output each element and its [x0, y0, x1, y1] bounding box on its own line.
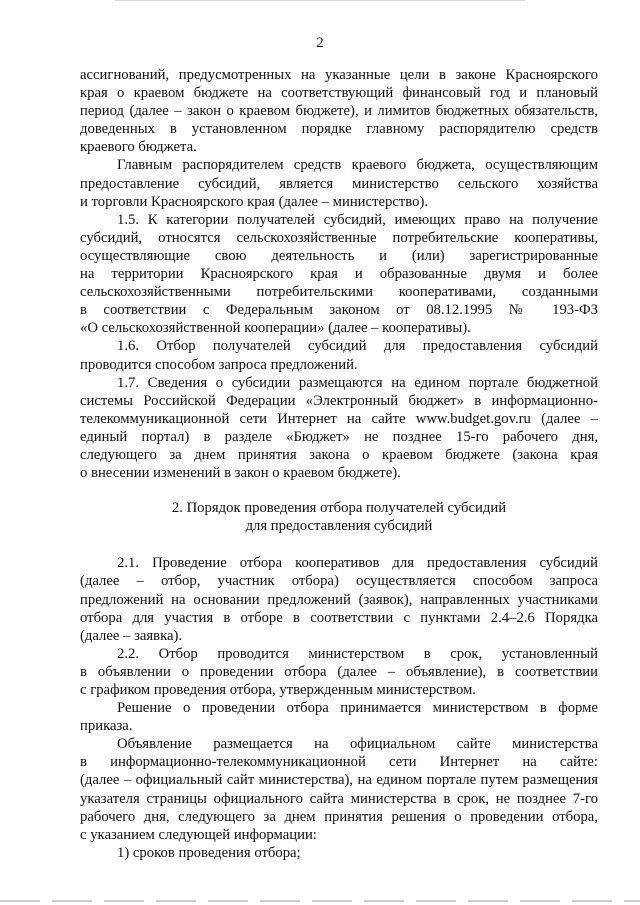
text-line: Решение о проведении отбора принимается министерством в форме: [117, 700, 598, 717]
text-line: рабочего дня, следующего за днем принятия решения о проведении отбора,: [80, 808, 598, 825]
text-line: края о краевом бюджете на соответствующий финансовый год и плановый: [80, 85, 598, 102]
text-line: осуществляющие свою деятельность и (или) зарегистрированные: [80, 247, 598, 264]
text-line: Объявление размещается на официальном сайте министерства: [117, 736, 598, 753]
text-line: единый портал) в разделе «Бюджет» не позднее 15-го рабочего дня,: [80, 428, 598, 445]
text-line: и торговли Красноярского края (далее – министерство).: [80, 193, 429, 210]
text-line: 1.6. Отбор получателей субсидий для предоставления субсидий: [117, 338, 598, 355]
text-line: (далее – заявка).: [80, 627, 183, 644]
text-line: период (далее – закон о краевом бюджете), и лимитов бюджетных обязательств,: [80, 103, 598, 120]
text-line: указателя страницы официального сайта министерства в срок, не позднее 7-го: [80, 790, 598, 807]
text-line: в информационно-телекоммуникационной сети Интернет на сайте:: [80, 754, 598, 771]
text-line: в соответствии с Федеральным законом от 08.12.1995 № 193-ФЗ: [80, 302, 598, 319]
text-line: проводится способом запроса предложений.: [80, 356, 358, 373]
text-line: 1) сроков проведения отбора;: [117, 844, 301, 861]
text-line: «О сельскохозяйственной кооперации» (далее – кооперативы).: [80, 320, 471, 337]
text-line: (далее – официальный сайт министерства), на едином портале путем размещения: [80, 772, 598, 789]
page-number: 2: [316, 35, 324, 51]
text-line: отбора для участия в отборе в соответствии с пунктами 2.4–2.6 Порядка: [80, 609, 598, 626]
text-line: о внесении изменений в закон о краевом бюджете).: [80, 465, 401, 482]
text-line: предложений на основании предложений (заявок), направленных участниками: [80, 591, 598, 608]
text-line: сельскохозяйственными потребительскими кооперативами, созданными: [80, 284, 598, 301]
text-line: предоставление субсидий, является министерство сельского хозяйства: [80, 175, 598, 192]
section-heading: для предоставления субсидий: [245, 518, 433, 535]
text-line: ассигнований, предусмотренных на указанные цели в законе Красноярского: [80, 67, 598, 83]
text-line: системы Российской Федерации «Электронный бюджет» в информационно-: [80, 392, 598, 409]
text-line: телекоммуникационной сети Интернет на сайте www.budget.gov.ru (далее –: [80, 410, 598, 427]
text-line: с указанием следующей информации:: [80, 826, 317, 843]
text-line: субсидий, относятся сельскохозяйственные потребительские кооперативы,: [80, 229, 598, 246]
text-line: с графиком проведения отбора, утвержденным министерством.: [80, 682, 476, 698]
document-body: [80, 66, 598, 862]
text-line: краевого бюджета.: [80, 139, 197, 156]
scan-edge-bottom: [0, 900, 640, 902]
section-heading: 2. Порядок проведения отбора получателей субсидий: [171, 500, 507, 517]
text-line: в объявлении о проведении отбора (далее – объявление), в соответствии: [80, 663, 598, 680]
spacer: [80, 535, 598, 554]
text-line: (далее – отбор, участник отбора) осуществляется способом запроса: [80, 573, 598, 590]
text-line: 1.7. Сведения о субсидии размещаются на едином портале бюджетной: [117, 374, 598, 391]
spacer: [80, 482, 598, 499]
text-line: 2.2. Отбор проводится министерством в срок, установленный: [117, 645, 598, 662]
text-line: на территории Красноярского края и образованные двумя и более: [80, 266, 598, 283]
text-line: 1.5. К категории получателей субсидий, имеющих право на получение: [117, 211, 598, 228]
text-line: 2.1. Проведение отбора кооперативов для предоставления субсидий: [117, 555, 598, 572]
text-line: Главным распорядителем средств краевого бюджета, осуществляющим: [117, 157, 598, 174]
text-line: приказа.: [80, 718, 133, 735]
scan-edge-top: [115, 0, 525, 1]
text-line: следующего за днем принятия закона о краевом бюджете (закона края: [80, 446, 598, 463]
text-line: доведенных в установленном порядке главному распорядителю средств: [80, 121, 598, 138]
